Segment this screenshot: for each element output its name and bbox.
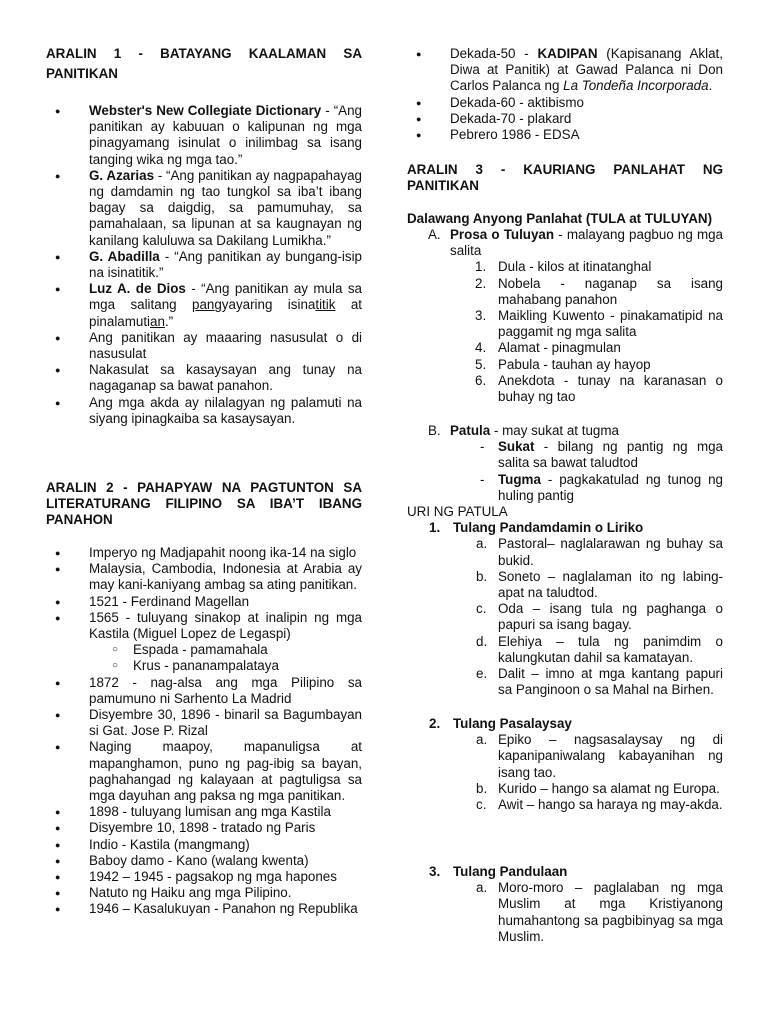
definition-text: yayaring isina (221, 297, 316, 313)
list-item (407, 472, 723, 504)
list-item (407, 536, 723, 568)
definition-text: - “Ang panitikan ay kabuuan o kalipunan ng mga pinagyamang isinulat o inilimbag sa isang tanging wika ng mga tao.” (89, 103, 363, 167)
aralin3-heading (407, 162, 723, 194)
list-item (46, 103, 362, 168)
list-marker: c. (476, 797, 487, 813)
item-text: Nakasulat sa kasaysayan ang tunay na nagaganap sa bawat panahon. (89, 362, 362, 394)
aralin1-heading-line2: PANITIKAN (46, 66, 118, 81)
list-marker: 2. (429, 716, 441, 731)
list-item (407, 797, 723, 813)
source-name: G. Abadilla (89, 248, 160, 264)
list-marker: 5. (475, 356, 487, 372)
underlined-syllable: titik (315, 297, 336, 313)
list-item: ● Malaysia, Cambodia, Indonesia at Arabia ay may kani-kaniyang ambag sa ating panitikan. (46, 561, 362, 593)
group-list (407, 536, 723, 698)
item-text: Dula - kilos at itinatanghal (498, 259, 652, 275)
item-text: Dalit – imno at mga kantang papuri sa Panginoon o sa Mahal na Birhen. (498, 666, 723, 698)
list-item: ● Natuto ng Haiku ang mga Pilipino. (46, 885, 362, 901)
aralin2-heading-line2: LITERATURANG FILIPINO SA IBA’T IBANG (46, 496, 362, 512)
list-marker: a. (476, 732, 488, 748)
uri-group (407, 520, 723, 698)
item-text: Pastoral– naglalarawan ng buhay sa bukid. (498, 536, 723, 568)
sub-list-item: ○ Krus - pananampalataya (46, 658, 362, 674)
list-marker: 2. (475, 275, 487, 291)
term-name: Sukat (498, 439, 535, 455)
list-item: ● 1942 – 1945 - pagsakop ng mga hapones (46, 869, 362, 885)
list-item: ● Disyembre 10, 1898 - tratado ng Paris (46, 820, 362, 836)
uri-group (407, 716, 723, 813)
item-text: Pabula - tauhan ay hayop (498, 356, 651, 372)
aralin3-subheading: Dalawang Anyong Panlahat (TULA at TULUYAN) (407, 211, 713, 226)
item-text: Ang mga akda ay nilalagyan ng palamuti na siyang ipinagkaiba sa kasaysayan. (89, 394, 362, 426)
aralin2-heading-line3: PANAHON (46, 512, 113, 528)
aralin2-list (46, 545, 362, 918)
patula-list (407, 439, 723, 504)
list-item: ● Imperyo ng Madjapahit noong ika-14 na siglo (46, 545, 362, 561)
list-marker: - (480, 439, 485, 455)
aralin1-heading-line1: ARALIN 1 - BATAYANG KAALAMAN SA (46, 46, 362, 61)
group-title (407, 520, 723, 536)
list-marker: - (480, 471, 485, 487)
prosa-heading (407, 227, 723, 259)
list-marker: B. (428, 423, 441, 438)
list-item: ● Naging maapoy, mapanuligsa at mapanghamon, puno ng pag-ibig sa bayan, paghahangad ng kalayaan at pagtuligsa sa mga dayuhan ang paksa ng mga panitikan. (46, 739, 362, 804)
aralin1-heading-cont (46, 64, 362, 84)
sub-list-item: ○ Espada - pamamahala (46, 642, 362, 658)
aralin1-list (46, 103, 362, 427)
list-item: ● Indio - Kastila (mangmang) (46, 837, 362, 853)
patula-heading (407, 423, 723, 439)
item-text: Soneto – naglalaman ito ng labing-apat na taludtod. (498, 568, 723, 601)
list-item (407, 46, 723, 95)
list-item (407, 439, 723, 471)
aralin2-heading (46, 480, 362, 529)
uri-group (407, 864, 723, 945)
list-marker: e. (476, 666, 488, 682)
item-text: (Kapisanang Aklat, Diwa at Panitik) at Gawad Palanca ni Don Carlos Palanca ng (450, 46, 723, 94)
aralin1-heading (46, 44, 362, 64)
group-title (407, 716, 723, 732)
definition-text: .” (164, 313, 174, 329)
list-item (407, 340, 723, 356)
list-marker: 3. (475, 308, 487, 324)
list-item: ● 1565 - tuluyang sinakop at inalipin ng mga Kastila (Miguel Lopez de Legaspi) (46, 610, 362, 642)
list-item (407, 276, 723, 308)
list-marker: 6. (475, 372, 487, 388)
list-item (407, 880, 723, 945)
list-item: ● 1946 – Kasalukuyan - Panahon ng Republika (46, 901, 362, 917)
aralin2-heading-line1: ARALIN 2 - PAHAPYAW NA PAGTUNTON SA (46, 480, 362, 495)
list-marker: 1. (475, 259, 487, 275)
prosa-list (407, 259, 723, 405)
list-marker: 4. (475, 340, 487, 356)
item-text: Alamat - pinagmulan (498, 340, 621, 356)
aralin1-section (46, 44, 362, 84)
aralin3-heading-line1: ARALIN 3 - KAURIANG PANLAHAT NG (407, 162, 723, 177)
item-text: Awit – hango sa haraya ng may-akda. (498, 797, 723, 813)
list-item: ● Pebrero 1986 - EDSA (407, 127, 723, 143)
item-text: Epiko – nagsasalaysay ng di kapanipaniwalang kabayanihan ng isang tao. (498, 732, 723, 780)
list-item (46, 395, 362, 427)
group-list (407, 880, 723, 945)
list-item (407, 666, 723, 698)
list-marker: 3. (429, 864, 441, 879)
company-name: La Tondeña Incorporada (563, 78, 709, 94)
prosa-section (407, 227, 723, 405)
item-text: Dekada-50 - (450, 46, 538, 61)
source-name: G. Azarias (89, 167, 155, 183)
list-item: ● Baboy damo - Kano (walang kwenta) (46, 853, 362, 869)
list-item: ● Dekada-60 - aktibismo (407, 95, 723, 111)
source-name: Luz A. de Dios (89, 281, 186, 297)
patula-section (407, 423, 723, 698)
category-name: Prosa o Tuluyan (450, 227, 555, 242)
category-desc: - malayang pagbuo ng mga salita (450, 227, 723, 259)
category-name: Patula (450, 423, 491, 438)
category-desc: - may sukat at tugma (490, 423, 619, 438)
item-text: Kurido – hango sa alamat ng Europa. (498, 780, 720, 796)
list-item (407, 732, 723, 781)
list-item (407, 634, 723, 666)
group-title-text: Tulang Pandulaan (453, 864, 568, 879)
list-marker: a. (476, 880, 488, 896)
group-title-text: Tulang Pasalaysay (453, 716, 572, 731)
list-marker: b. (476, 568, 488, 584)
list-item: ● 1898 - tuluyang lumisan ang mga Kastila (46, 804, 362, 820)
list-item (407, 308, 723, 340)
list-item (407, 357, 723, 373)
source-name: Webster's New Collegiate Dictionary (89, 103, 322, 118)
list-item (46, 330, 362, 362)
list-marker: b. (476, 780, 488, 796)
item-text: - bilang ng pantig ng mga salita sa bawat taludtod (498, 439, 723, 471)
definition-text: - “Ang panitikan ay nagpapahayag ng damdamin ng tao tungkol sa iba’t ibang bagay sa daigdig, sa pamumuhay, sa pamahalaan, sa lipunan at sa kaugnayan ng kanilang kaluluwa sa Dakilang Lumikha.” (89, 167, 362, 248)
uri-heading: URI NG PATULA (407, 504, 508, 520)
definition-text: at pinalamuti (89, 297, 362, 329)
list-item (407, 781, 723, 797)
list-item: ● Disyembre 30, 1896 - binaril sa Bagumbayan si Gat. Jose P. Rizal (46, 707, 362, 739)
item-text: Anekdota - tunay na karanasan o buhay ng tao (498, 372, 723, 405)
item-text: Oda – isang tula ng paghanga o papuri sa isang bagay. (498, 601, 723, 633)
list-marker: A. (428, 227, 441, 242)
list-item (46, 168, 362, 249)
list-item: ● Dekada-70 - plakard (407, 111, 723, 127)
list-item (407, 373, 723, 405)
list-marker: d. (476, 633, 488, 649)
item-text: Nobela - naganap sa isang mahabang panahon (498, 275, 723, 307)
list-item (407, 569, 723, 601)
group-title-text: Tulang Pandamdamin o Liriko (453, 520, 644, 536)
item-text: Elehiya – tula ng panimdim o kalungkutan dahil sa kamatayan. (498, 633, 723, 665)
group-title (407, 864, 723, 880)
list-item (407, 601, 723, 633)
underlined-syllable: an (150, 313, 165, 329)
group-list (407, 732, 723, 813)
list-item (407, 259, 723, 275)
list-item (46, 362, 362, 394)
item-text: Maikling Kuwento - pinakamatipid na paggamit ng mga salita (498, 308, 723, 340)
list-item: ● 1872 - nag-alsa ang mga Pilipino sa pamumuno ni Sarhento La Madrid (46, 675, 362, 707)
decade-list (407, 46, 723, 143)
list-marker: 1. (429, 520, 441, 536)
org-name: KADIPAN (537, 46, 598, 61)
definition-text: - “Ang panitikan ay mula sa mga salitang (89, 281, 362, 313)
list-marker: c. (476, 601, 487, 617)
item-text: - pagkakatulad ng tunog ng huling pantig (498, 471, 723, 503)
aralin3-heading-line2: PANITIKAN (407, 178, 479, 194)
item-text: . (708, 78, 713, 94)
item-text: Ang panitikan ay maaaring nasusulat o di nasusulat (89, 329, 362, 362)
list-item: ● 1521 - Ferdinand Magellan (46, 594, 362, 610)
list-item (46, 249, 362, 281)
item-text: Moro-moro – paglalaban ng mga Muslim at mga Kristiyanong humahantong sa pagbibinyag sa mga Muslim. (498, 880, 723, 944)
underlined-syllable: pang (192, 297, 222, 313)
definition-text: - “Ang panitikan ay bungang-isip na isinatitik.” (89, 248, 362, 281)
list-marker: a. (476, 536, 488, 552)
list-item (46, 281, 362, 330)
term-name: Tugma (498, 471, 541, 487)
